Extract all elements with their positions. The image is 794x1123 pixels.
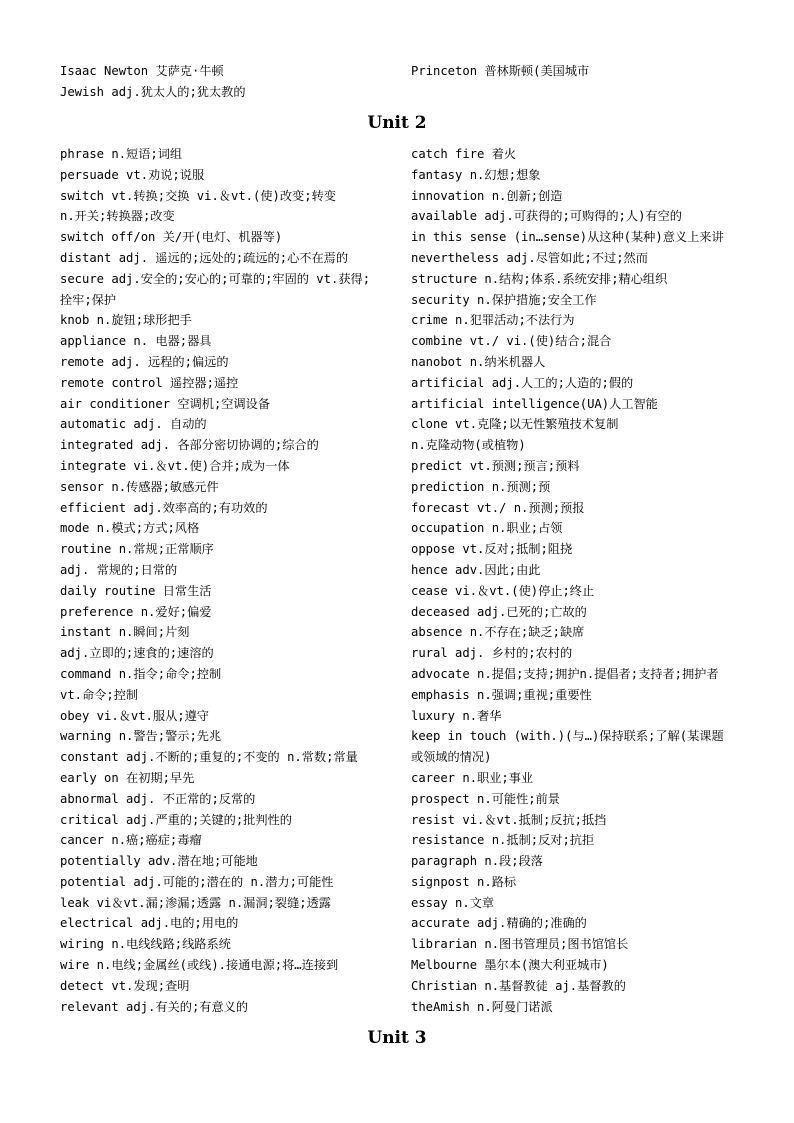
- vocab-entry: deceased adj.已死的;亡故的: [411, 604, 587, 619]
- vocab-entry: accurate adj.精确的;准确的: [411, 916, 587, 931]
- vocab-entry: librarian n.图书管理员;图书馆馆长: [411, 937, 629, 952]
- vocab-entry: forecast vt./ n.预测;预报: [411, 500, 585, 515]
- vocab-entry: Jewish adj.犹太人的;犹太教的: [60, 84, 246, 99]
- vocab-entry: switch off/on 关/开(电灯、机器等): [60, 230, 283, 245]
- vocab-entry: resistance n.抵制;反对;抗拒: [411, 833, 595, 848]
- vocab-entry: rural adj. 乡村的;农村的: [411, 646, 573, 661]
- vocab-entry: Melbourne 墨尔本(澳大利亚城市): [411, 958, 609, 973]
- unit-2-heading: Unit 2: [367, 113, 427, 133]
- vocab-entry: distant adj. 遥远的;远处的;疏远的;心不在焉的: [60, 250, 349, 265]
- vocab-entry: Princeton 普林斯顿(美国城市: [411, 64, 590, 78]
- vocab-entry: early on 在初期;早先: [60, 770, 195, 785]
- vocab-entry: integrated adj. 各部分密切协调的;综合的: [60, 438, 319, 453]
- vocab-entry: luxury n.奢华: [411, 708, 502, 723]
- vocab-entry: preference n.爱好;偏爱: [60, 604, 212, 619]
- vocab-entry: remote control 遥控器;遥控: [60, 375, 239, 390]
- vocab-entry: fantasy n.幻想;想象: [411, 167, 541, 182]
- vocab-entry: available adj.可获得的;可购得的;人)有空的: [411, 209, 682, 224]
- vocab-entry: vt.命令;控制: [60, 687, 139, 702]
- vocab-entry: absence n.不存在;缺乏;缺席: [411, 625, 585, 640]
- vocab-entry: relevant adj.有关的;有意义的: [60, 999, 249, 1014]
- vocab-entry: routine n.常规;正常顺序: [60, 542, 214, 557]
- vocab-entry: nevertheless adj.尽管如此;不过;然而: [411, 250, 648, 265]
- vocab-entry: n.克隆动物(或植物): [411, 438, 526, 453]
- vocab-entry: sensor n.传感器;敏感元件: [60, 479, 219, 494]
- vocab-entry: artificial adj.人工的;人造的;假的: [411, 375, 634, 390]
- vocab-entry: adj.立即的;速食的;速溶的: [60, 646, 214, 661]
- vocab-entry: switch vt.转换;交换 vi.＆vt.(使)改变;转变: [60, 188, 336, 203]
- vocab-entry: wiring n.电线线路;线路系统: [60, 937, 231, 952]
- vocab-entry: innovation n.创新;创造: [411, 188, 563, 203]
- vocab-entry: appliance n. 电器;器具: [60, 334, 212, 349]
- unit-3-heading: Unit 3: [367, 1028, 427, 1048]
- unit-2-left-column: [60, 144, 395, 1017]
- vocab-entry: hence adv.因此;由此: [411, 562, 541, 577]
- vocab-entry: potential adj.可能的;潜在的 n.潜力;可能性: [60, 874, 334, 889]
- vocab-entry: resist vi.＆vt.抵制;反抗;抵挡: [411, 812, 607, 827]
- vocab-entry: in this sense (in…sense)从这种(某种)意义上来讲: [411, 230, 724, 245]
- vocab-entry: keep in touch (with.)(与…)保持联系;了解(某课题: [411, 729, 724, 744]
- vocab-entry: wire n.电线;金属丝(或线).接通电源;将…连接到: [60, 958, 339, 973]
- vocab-entry: adj. 常规的;日常的: [60, 562, 178, 577]
- vocab-entry: detect vt.发现;查明: [60, 978, 190, 993]
- vocab-entry: 或领域的情况): [411, 750, 492, 765]
- vocab-entry: potentially adv.潜在地;可能地: [60, 854, 258, 869]
- vocab-entry: constant adj.不断的;重复的;不变的 n.常数;常量: [60, 750, 358, 765]
- top-left-column: [60, 61, 395, 103]
- vocab-entry: career n.职业;事业: [411, 770, 534, 785]
- vocab-entry: n.开关;转换器;改变: [60, 209, 175, 224]
- vocab-entry: catch fire 着火: [411, 147, 517, 161]
- vocab-entry: Isaac Newton 艾萨克·牛顿: [60, 64, 224, 78]
- vocab-entry: occupation n.职业;占领: [411, 521, 563, 536]
- vocab-entry: crime n.犯罪活动;不法行为: [411, 313, 575, 328]
- vocab-entry: prediction n.预测;预: [411, 479, 551, 494]
- vocab-entry: structure n.结构;体系.系统安排;精心组织: [411, 271, 668, 286]
- vocab-entry: emphasis n.强调;重视;重要性: [411, 687, 592, 702]
- vocab-entry: knob n.旋钮;球形把手: [60, 313, 192, 328]
- vocab-entry: command n.指令;命令;控制: [60, 666, 222, 681]
- unit-2-right-column: [411, 144, 746, 1017]
- vocab-entry: oppose vt.反对;抵制;阻挠: [411, 542, 573, 557]
- vocab-entry: artificial intelligence(UA)人工智能: [411, 396, 658, 411]
- vocab-entry: nanobot n.纳米机器人: [411, 354, 546, 369]
- vocab-entry: predict vt.预测;预言;预料: [411, 458, 580, 473]
- vocab-entry: abnormal adj. 不正常的;反常的: [60, 791, 256, 806]
- vocab-entry: cease vi.＆vt.(使)停止;终止: [411, 583, 595, 598]
- vocab-entry: leak vi＆vt.漏;渗漏;透露 n.漏洞;裂缝;透露: [60, 895, 331, 910]
- vocab-entry: theAmish n.阿曼门诺派: [411, 999, 553, 1014]
- vocab-entry: efficient adj.效率高的;有功效的: [60, 500, 268, 515]
- vocab-entry: automatic adj. 自动的: [60, 417, 207, 432]
- vocab-entry: clone vt.克隆;以无性繁殖技术复制: [411, 417, 619, 432]
- vocab-entry: integrate vi.＆vt.使)合并;成为一体: [60, 458, 290, 473]
- vocab-entry: essay n.文章: [411, 895, 495, 910]
- vocab-entry: prospect n.可能性;前景: [411, 791, 560, 806]
- vocab-entry: obey vi.＆vt.服从;遵守: [60, 708, 209, 723]
- vocab-entry: advocate n.提倡;支持;拥护n.提倡者;支持者;拥护者: [411, 666, 719, 681]
- vocab-entry: persuade vt.劝说;说服: [60, 167, 205, 182]
- vocab-entry: phrase n.短语;词组: [60, 147, 183, 161]
- vocab-entry: combine vt./ vi.(使)结合;混合: [411, 334, 612, 349]
- top-right-column: [411, 61, 746, 82]
- vocab-entry: warning n.警告;警示;先兆: [60, 729, 222, 744]
- vocab-entry: security n.保护措施;安全工作: [411, 292, 597, 307]
- vocab-entry: instant n.瞬间;片刻: [60, 625, 190, 640]
- vocab-entry: mode n.模式;方式;风格: [60, 521, 200, 536]
- vocab-entry: daily routine 日常生活: [60, 583, 212, 598]
- vocab-entry: critical adj.严重的;关键的;批判性的: [60, 812, 292, 827]
- vocab-entry: paragraph n.段;段落: [411, 854, 543, 869]
- vocab-entry: Christian n.基督教徒 aj.基督教的: [411, 978, 626, 993]
- vocab-entry: cancer n.癌;癌症;毒瘤: [60, 833, 202, 848]
- vocab-entry: 拴牢;保护: [60, 292, 117, 307]
- vocab-entry: secure adj.安全的;安心的;可靠的;牢固的 vt.获得;: [60, 271, 371, 286]
- vocab-entry: remote adj. 远程的;偏远的: [60, 354, 229, 369]
- vocab-entry: signpost n.路标: [411, 874, 517, 889]
- vocab-entry: air conditioner 空调机;空调设备: [60, 396, 271, 411]
- vocab-entry: electrical adj.电的;用电的: [60, 916, 239, 931]
